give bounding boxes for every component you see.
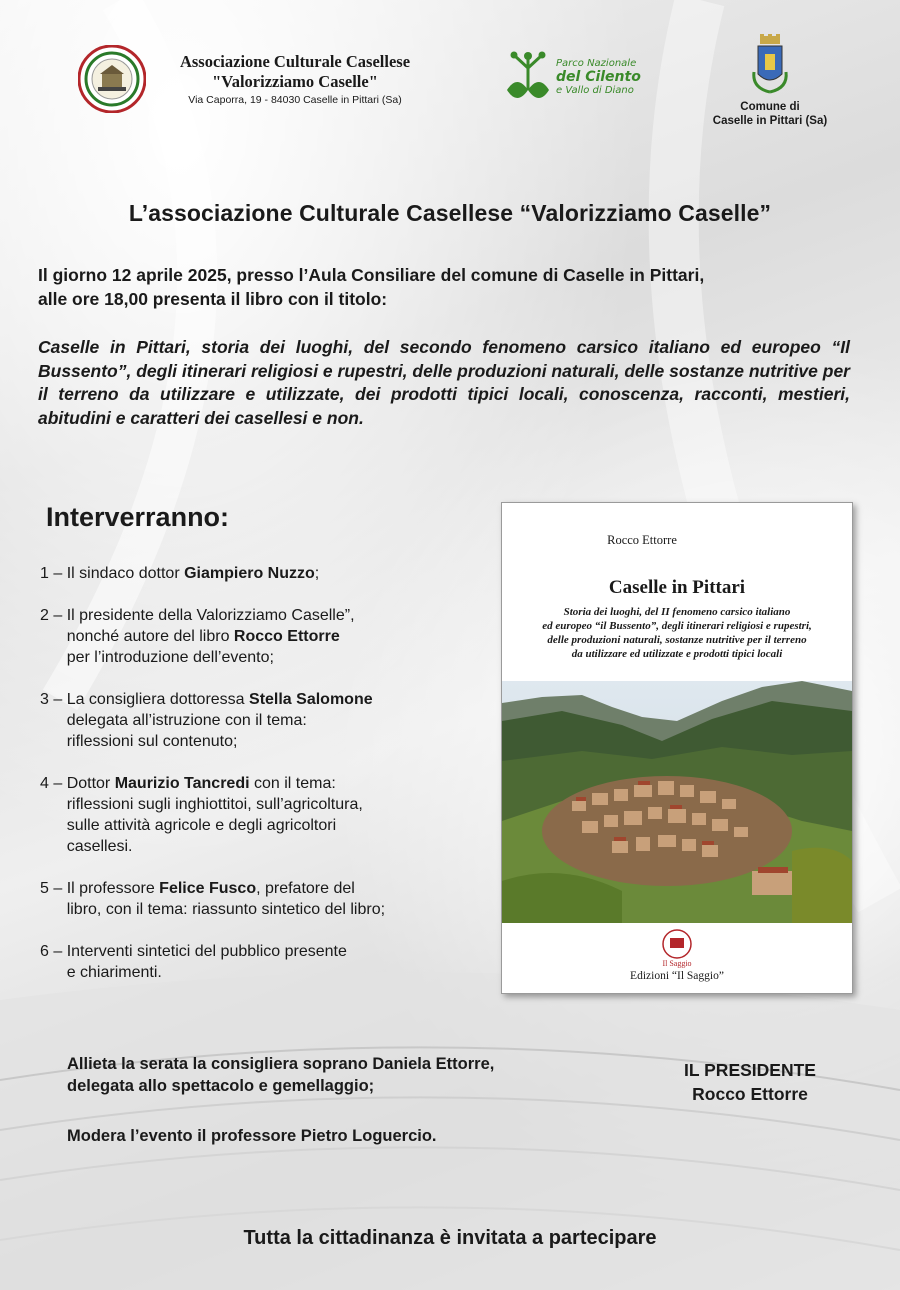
park-line-2: del Cilento <box>556 69 641 85</box>
publisher-logo-text: Il Saggio <box>662 959 692 968</box>
speaker-number: 1 – <box>40 565 67 582</box>
cover-author: Rocco Ettorre <box>607 533 677 547</box>
speaker-item <box>40 563 480 584</box>
comune-label <box>700 100 840 128</box>
speaker-item <box>40 605 480 668</box>
cover-subtitle-line: ed europeo “il Bussento”, degli itinerari religiosi e rupestri, <box>542 620 812 632</box>
moderator-line: Modera l’evento il professore Pietro Loguercio. <box>67 1127 437 1145</box>
speaker-text: Il presidente della Valorizziamo Caselle”, <box>66 607 355 624</box>
village-landscape-photo <box>502 681 852 923</box>
speaker-text: delegata all’istruzione con il tema: <box>66 712 307 729</box>
speaker-text: La consigliera dottoressa <box>66 691 250 708</box>
cover-subtitle-line: delle produzioni naturali, sostanze nutritive per il terreno <box>547 634 807 646</box>
comune-line-2: Caselle in Pittari (Sa) <box>712 115 828 127</box>
speaker-number: 4 – <box>40 775 67 792</box>
park-logo-icon <box>503 50 553 112</box>
speaker-text: riflessioni sul contenuto; <box>66 733 238 750</box>
intro-line-1: Il giorno 12 aprile 2025, presso l’Aula Consiliare del comune di Caselle in Pittari, <box>38 265 705 285</box>
speaker-number: 3 – <box>40 691 67 708</box>
park-line-3: e Vallo di Diano <box>556 85 634 96</box>
president-signature <box>650 1058 850 1106</box>
speaker-text: e chiarimenti. <box>66 964 162 981</box>
book-cover <box>501 502 853 994</box>
speaker-text: casellesi. <box>66 838 133 855</box>
speaker-number: 5 – <box>40 880 67 897</box>
cover-publisher: Edizioni “Il Saggio” <box>630 970 724 982</box>
association-header <box>150 52 440 108</box>
park-line-1: Parco Nazionale <box>556 58 637 69</box>
closing-line-2: delegata allo spettacolo e gemellaggio; <box>67 1077 375 1095</box>
speaker-name: Giampiero Nuzzo <box>184 565 315 582</box>
speaker-text: per l’introduzione dell’evento; <box>66 649 274 666</box>
speaker-name: Maurizio Tancredi <box>114 775 250 792</box>
speaker-item <box>40 941 480 983</box>
speaker-name: Stella Salomone <box>249 691 373 708</box>
speaker-number: 2 – <box>40 607 67 624</box>
comune-crest-icon <box>748 34 792 98</box>
speaker-text: sulle attività agricole e degli agricoltori <box>66 817 337 834</box>
speaker-text: libro, con il tema: riassunto sintetico del libro; <box>66 901 386 918</box>
park-name <box>556 58 646 97</box>
publisher-logo-icon <box>659 928 695 968</box>
speaker-item <box>40 773 480 857</box>
closing-note <box>67 1053 657 1097</box>
footer-invitation: Tutta la cittadinanza è invitata a partecipare <box>243 1227 657 1249</box>
association-address: Via Caporra, 19 - 84030 Caselle in Pittari (Sa) <box>188 94 402 106</box>
event-intro <box>38 263 868 311</box>
cover-subtitle-line: da utilizzare ed utilizzate e prodotti tipici locali <box>571 648 783 660</box>
closing-line-1: Allieta la serata la consigliera soprano Daniela Ettorre, <box>67 1055 495 1073</box>
speaker-name: Rocco Ettorre <box>233 628 340 645</box>
comune-line-1: Comune di <box>740 101 800 113</box>
cover-title: Caselle in Pittari <box>608 577 746 598</box>
president-title: IL PRESIDENTE <box>684 1060 816 1080</box>
speaker-text: , prefatore del <box>256 880 355 897</box>
association-logo-icon <box>78 45 146 113</box>
intro-line-2: alle ore 18,00 presenta il libro con il titolo: <box>38 289 388 309</box>
speaker-text: Dottor <box>66 775 115 792</box>
association-name: Associazione Culturale Casellese <box>179 52 411 71</box>
speaker-item <box>40 689 480 752</box>
speaker-text: Il professore <box>66 880 160 897</box>
speaker-text: riflessioni sugli inghiottitoi, sull’agricoltura, <box>66 796 363 813</box>
speakers-list <box>40 563 480 1004</box>
speaker-item <box>40 878 480 920</box>
page-title: L’associazione Culturale Casellese “Valorizziamo Caselle” <box>128 200 772 226</box>
speaker-text: nonché autore del libro <box>66 628 234 645</box>
speaker-text: con il tema: <box>249 775 336 792</box>
speakers-heading: Interverranno: <box>46 502 230 532</box>
cover-subtitle <box>522 605 832 661</box>
speaker-text: Il sindaco dottor <box>66 565 185 582</box>
speaker-number: 6 – <box>40 943 67 960</box>
cover-subtitle-line: Storia dei luoghi, del II fenomeno carsico italiano <box>563 606 791 618</box>
speaker-text: Interventi sintetici del pubblico presente <box>66 943 347 960</box>
president-name: Rocco Ettorre <box>692 1084 808 1104</box>
association-motto: "Valorizziamo Caselle" <box>212 72 378 91</box>
book-description: Caselle in Pittari, storia dei luoghi, del secondo fenomeno carsico italiano ed europeo “Il Bussento”, degli itinerari religiosi e rupestri, delle produzioni naturali, delle sostanze nutritive per il terreno da utilizzare e utilizzate, dei prodotti tipici locali, conoscenza, racconti, mestieri, abitudini e caratteri dei casellesi e non. <box>38 337 850 428</box>
speaker-name: Felice Fusco <box>159 880 257 897</box>
speaker-text: ; <box>314 565 320 582</box>
